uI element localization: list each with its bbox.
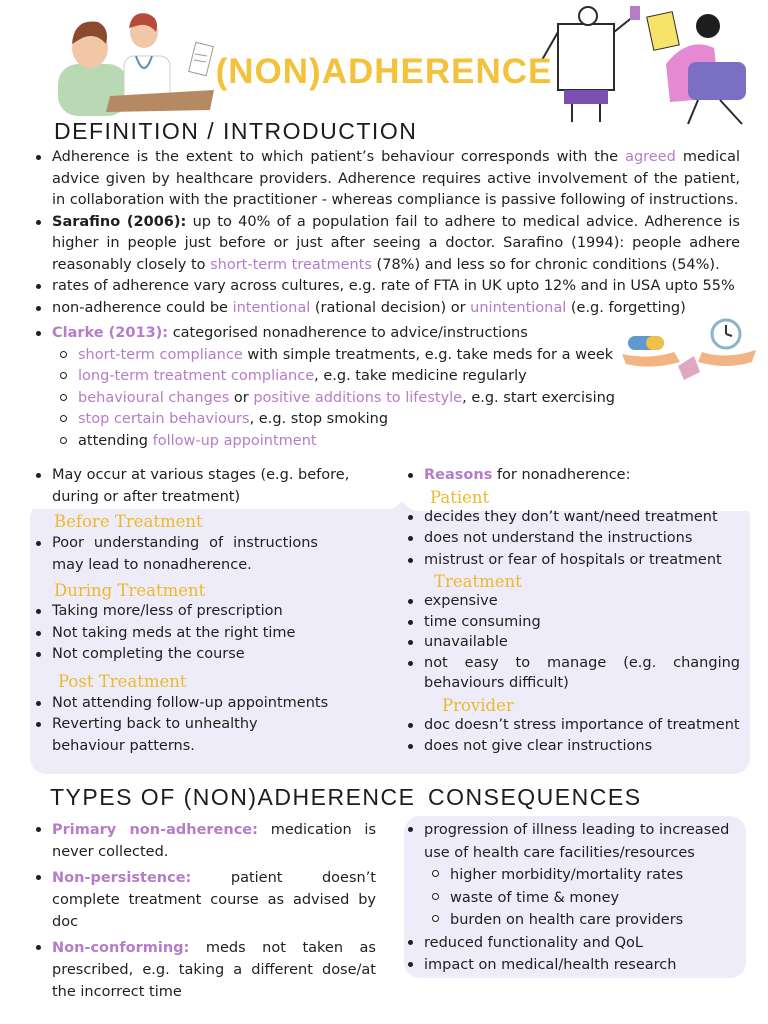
types-section — [32, 819, 376, 1003]
post-treatment-heading: Post Treatment — [58, 671, 187, 691]
treatment-item-2: time consuming — [404, 612, 740, 633]
definition-point-2: Sarafino (2006): up to 40% of a population fail to adhere to medical advice. Adherence is higher in people just before or just after seeing a doctor. Sarafino (1994): people adhere reasonably closely to short-term treatments (78%) and less so for chronic conditions (54%). — [32, 212, 740, 277]
definition-point-5: Clarke (2013): categorised nonadherence to advice/instructions — [32, 323, 740, 345]
clarke-subpoint-2: long-term treatment compliance, e.g. take medicine regularly — [32, 366, 740, 388]
consequence-sub-1: higher morbidity/mortality rates — [404, 864, 740, 887]
reasons-column — [404, 465, 740, 758]
patient-item-2: does not understand the instructions — [404, 528, 740, 550]
clarke-subpoint-5: attending follow-up appointment — [32, 431, 740, 453]
provider-heading: Provider — [442, 695, 514, 715]
clarke-subpoint-4: stop certain behaviours, e.g. stop smoking — [32, 409, 740, 431]
during-treatment-heading: During Treatment — [54, 581, 206, 600]
type-primary: Primary non-adherence: medication is never collected. — [32, 819, 376, 863]
consequence-1: progression of illness leading to increased use of health care facilities/resources — [404, 819, 740, 864]
definition-point-3: rates of adherence vary across cultures, e.g. rate of FTA in UK upto 12% and in USA upto 55% — [32, 276, 740, 298]
treatment-item-1: expensive — [404, 591, 740, 612]
patient-heading: Patient — [430, 487, 490, 507]
before-treatment-heading: Before Treatment — [54, 512, 203, 531]
consequence-2: reduced functionality and QoL — [404, 932, 740, 955]
treatment-heading: Treatment — [434, 572, 522, 591]
during-item-2: Not taking meds at the right time — [32, 623, 332, 645]
consequence-sub-2: waste of time & money — [404, 887, 740, 910]
consequences-heading: CONSEQUENCES — [428, 784, 642, 810]
post-item-1: Not attending follow-up appointments — [32, 693, 332, 715]
types-heading: TYPES OF (NON)ADHERENCE — [50, 784, 416, 810]
patient-item-1: decides they don’t want/need treatment — [404, 507, 740, 529]
consequence-sub-3: burden on health care providers — [404, 909, 740, 932]
clarke-subpoint-3: behavioural changes or positive additions to lifestyle, e.g. start exercising — [32, 388, 740, 410]
definition-section — [32, 147, 740, 452]
stages-column — [32, 512, 332, 757]
during-item-1: Taking more/less of prescription — [32, 601, 332, 623]
consequences-section — [404, 819, 740, 977]
definition-heading: DEFINITION / INTRODUCTION — [54, 118, 418, 144]
type-non-conforming: Non-conforming: meds not taken as prescribed, e.g. taking a different dose/at the incorrect time — [32, 937, 376, 1003]
clarke-subpoint-1: short-term compliance with simple treatments, e.g. take meds for a week — [32, 345, 740, 367]
treatment-item-3: unavailable — [404, 632, 740, 653]
type-non-persistence: Non-persistence: patient doesn’t complete treatment course as advised by doc — [32, 867, 376, 933]
page-title: (NON)ADHERENCE — [215, 52, 553, 91]
patient-item-3: mistrust or fear of hospitals or treatment — [404, 550, 740, 572]
definition-point-4: non-adherence could be intentional (rational decision) or unintentional (e.g. forgetting) — [32, 298, 740, 320]
definition-point-1: Adherence is the extent to which patient’s behaviour corresponds with the agreed medical advice given by healthcare providers. Adherence requires active involvement of the patient, in collaboration with the practitioner - whereas compliance is passive following of instructions. — [32, 147, 740, 212]
provider-item-1: doc doesn’t stress importance of treatment — [404, 715, 740, 737]
provider-item-2: does not give clear instructions — [404, 736, 740, 758]
stages-intro: May occur at various stages (e.g. before, during or after treatment) — [32, 465, 372, 508]
reasons-intro: Reasons for nonadherence: — [404, 465, 740, 487]
consequence-3: impact on medical/health research — [404, 954, 740, 977]
post-item-2: Reverting back to unhealthy behaviour patterns. — [32, 714, 332, 757]
during-item-3: Not completing the course — [32, 644, 332, 666]
treatment-item-4: not easy to manage (e.g. changing behaviours difficult) — [404, 653, 740, 694]
before-item-1: Poor understanding of instructions may lead to nonadherence. — [32, 533, 332, 576]
